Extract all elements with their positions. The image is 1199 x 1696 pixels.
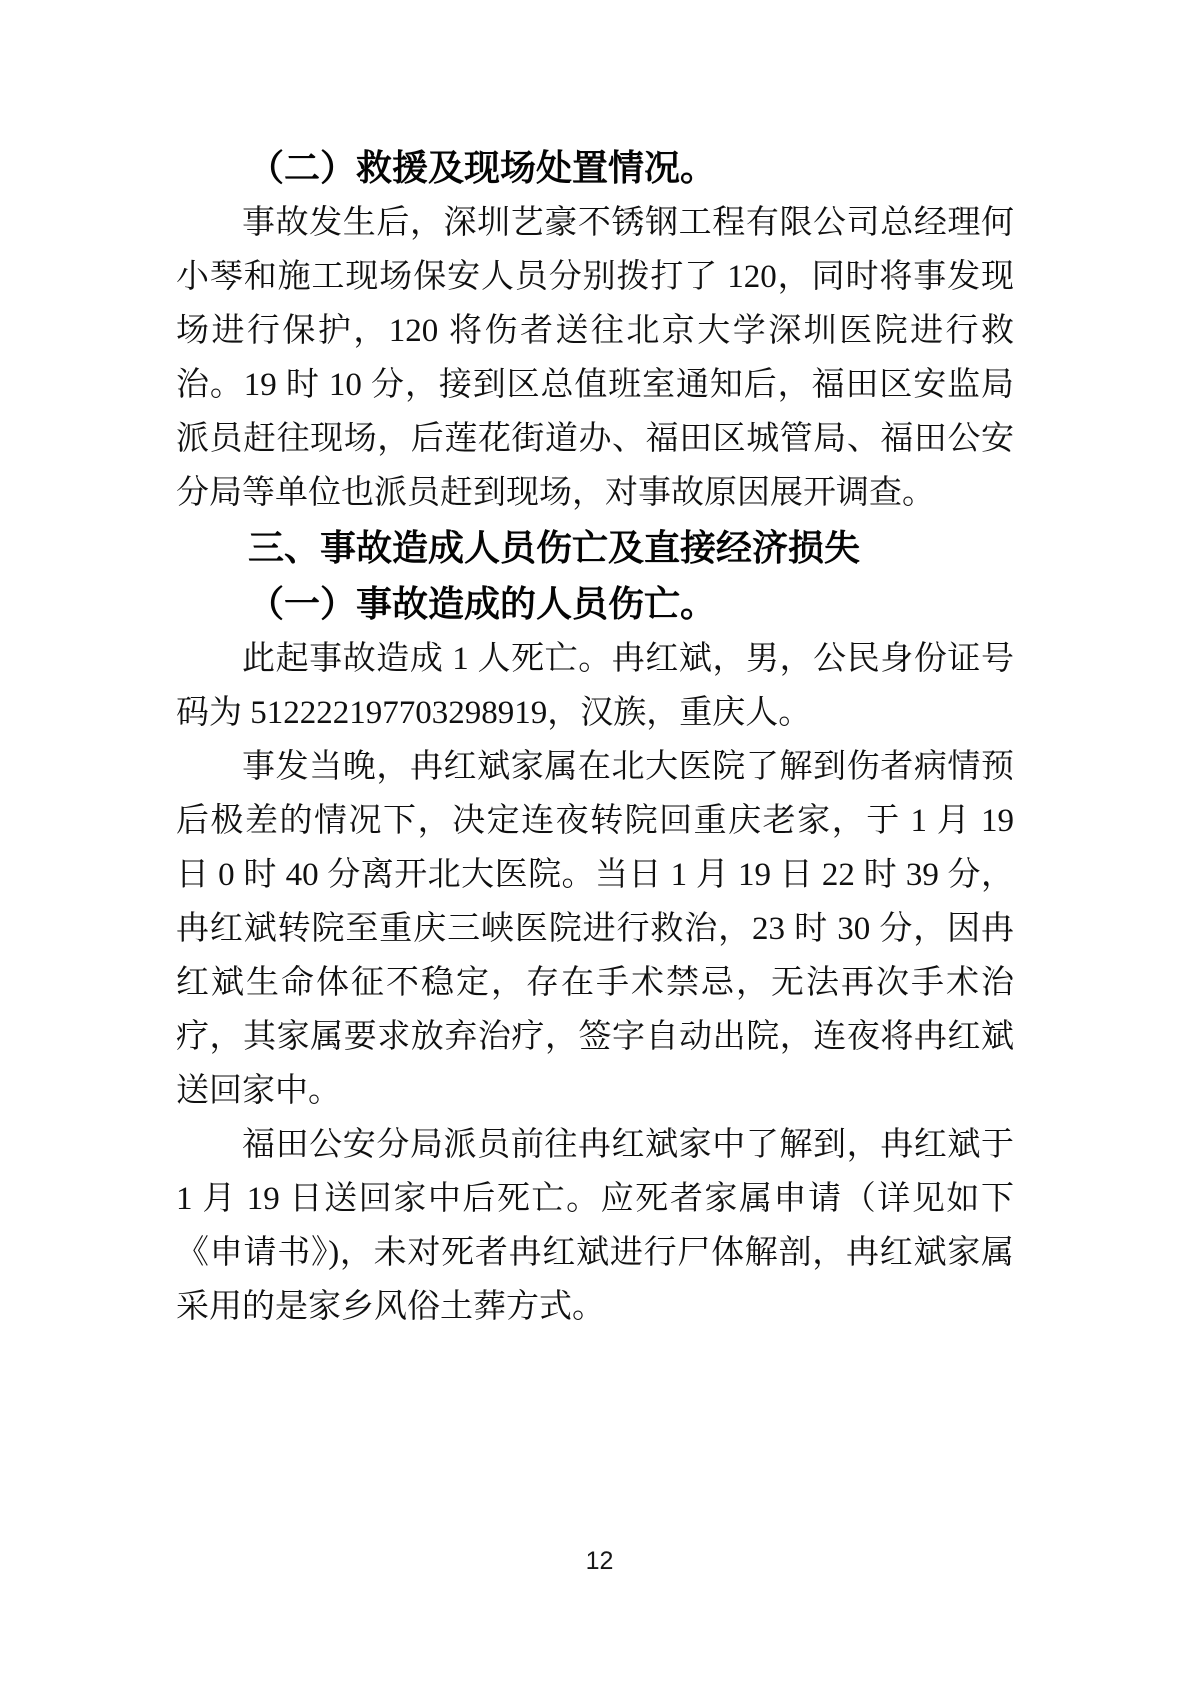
section-heading: （一）事故造成的人员伤亡。 (248, 584, 717, 624)
document-body (176, 140, 1014, 1334)
page-number: 12 (585, 1547, 614, 1575)
section-heading: （二）救援及现场处置情况。 (248, 148, 717, 188)
paragraph: 福田公安分局派员前往冉红斌家中了解到，冉红斌于 1 月 19 日送回家中后死亡。应死者家属申请（详见如下《申请书》)，未对死者冉红斌进行尸体解剖，冉红斌家属采用的是家乡风俗土葬方式。 (176, 1127, 1014, 1325)
paragraph: 此起事故造成 1 人死亡。冉红斌，男，公民身份证号码为 512222197703298919，汉族，重庆人。 (176, 641, 1014, 731)
paragraph: 事故发生后，深圳艺豪不锈钢工程有限公司总经理何小琴和施工现场保安人员分别拨打了 120，同时将事发现场进行保护，120 将伤者送往北京大学深圳医院进行救治。19 时 10 分，接到区总值班室通知后，福田区安监局派员赶往现场，后莲花街道办、福田区城管局、福田公安分局等单位也派员赶到现场，对事故原因展开调查。 (176, 205, 1014, 511)
section-heading: 三、事故造成人员伤亡及直接经济损失 (248, 527, 861, 568)
paragraph: 事发当晚，冉红斌家属在北大医院了解到伤者病情预后极差的情况下，决定连夜转院回重庆老家，于 1 月 19 日 0 时 40 分离开北大医院。当日 1 月 19 日 22 时 39 分，冉红斌转院至重庆三峡医院进行救治，23 时 30 分，因冉红斌生命体征不稳定，存在手术禁忌，无法再次手术治疗，其家属要求放弃治疗，签字自动出院，连夜将冉红斌送回家中。 (176, 749, 1014, 1109)
